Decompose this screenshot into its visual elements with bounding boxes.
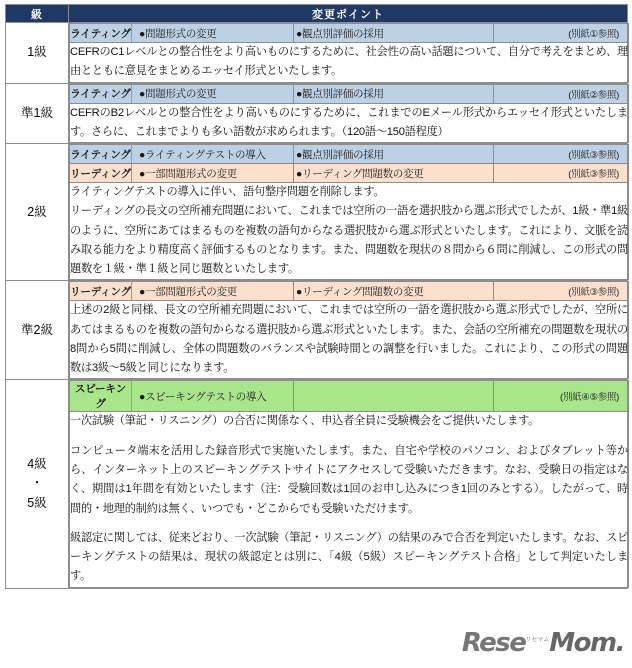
watermark-text-c: .: [615, 628, 624, 658]
skill-label: スピーキング: [70, 381, 132, 412]
skill-label: リーディング: [70, 164, 132, 183]
description-paragraph: CEFRのB2レベルとの整合性をより高いものにするために、これまでのEメール形式からエッセイ形式といたします。さらに、これまでよりも多い語数が求められます。（120語～150語程度）: [70, 106, 628, 138]
appendix-reference: (別紙③参照): [494, 282, 629, 301]
description-row: [70, 301, 629, 379]
grade-label-line: 4級: [27, 456, 47, 471]
appendix-reference: (別紙④⑤参照): [494, 381, 629, 412]
header-cell-change-points: 変更ポイント: [69, 5, 628, 23]
description-row: [70, 103, 629, 143]
grade-content-cell: [69, 380, 628, 588]
grade-label-line: 準1級: [21, 105, 53, 120]
description-row: [70, 412, 629, 587]
grade-label-cell: [6, 83, 69, 144]
grade-content-cell: [69, 144, 628, 281]
grade-label-separator: ・: [30, 476, 44, 491]
change-point-1: ●スピーキングテストの導入: [132, 381, 294, 412]
change-point-1: ●問題形式の変更: [132, 84, 294, 103]
change-point-2: ●リーディング問題数の変更: [294, 282, 494, 301]
skill-strip-reading: [70, 164, 629, 183]
change-point-2: ●観点別評価の採用: [294, 84, 494, 103]
appendix-reference: (別紙③参照): [494, 145, 629, 164]
table-body: [6, 5, 628, 589]
grade-label-cell: [6, 23, 69, 84]
header-cell-grade: 級: [6, 5, 69, 23]
description-paragraph: コンピュータ端末を活用した録音形式で実施いたします。また、自宅や学校のパソコン、およびタブレット等から、インターネット上のスピーキングテストサイトにアクセスして受験いただきます。なお、受験日の指定はなく、期間は1年間を有効といたします（注：受験回数は1回のお申し込みにつき1回のみとする）。したがって、時間的・地理的制約は無く、いつでも・どこからでも受験いただけます。: [70, 444, 628, 515]
table-row: [6, 23, 628, 84]
table-row: [6, 281, 628, 380]
grade-label-line: 2級: [27, 204, 47, 219]
change-point-1: ●一部問題形式の変更: [132, 282, 294, 301]
skill-strip-writing: [70, 24, 629, 43]
grade-label-cell: [6, 281, 69, 380]
skill-strip-reading: [70, 282, 629, 301]
skill-strip-speaking: [70, 381, 629, 412]
skill-strip-writing: [70, 145, 629, 164]
content-block: [69, 84, 629, 144]
grade-label-line: 1級: [27, 45, 47, 60]
table-row: [6, 144, 628, 281]
skill-label: ライティング: [70, 84, 132, 103]
change-point-2: ●観点別評価の採用: [294, 145, 494, 164]
grade-content-cell: [69, 281, 628, 380]
content-block: [69, 281, 629, 379]
change-point-1: ●一部問題形式の変更: [132, 164, 294, 183]
content-block: [69, 144, 629, 280]
description-block: [70, 43, 629, 83]
watermark-text-a: Rese: [461, 628, 526, 658]
change-point-1: ●ライティングテストの導入: [132, 145, 294, 164]
table-row: [6, 380, 628, 588]
watermark-ruby: リセマム: [525, 636, 550, 644]
appendix-reference: (別紙②参照): [494, 84, 629, 103]
content-block: [69, 380, 629, 587]
skill-label: ライティング: [70, 145, 132, 164]
grade-content-cell: [69, 83, 628, 144]
description-block: [70, 301, 629, 379]
grade-label-cell: [6, 144, 69, 281]
change-point-1: ●問題形式の変更: [132, 24, 294, 43]
change-point-2: ●観点別評価の採用: [294, 24, 494, 43]
change-point-2: [294, 381, 494, 412]
description-paragraph: リーディングの長文の空所補充問題において、これまでは空所の一語を選択肢から選ぶ形式でしたが、1級・準1級のように、空所にあてはまるものを複数の語句からなる選択肢から選ぶ形式といたします。これにより、文脈を読み取る能力をより精度高く評価するものとなります。また、問題数を現状の８問から６問に削減し、この形式の問題数を１級・準１級と同じ題数といたします。: [70, 205, 628, 276]
change-points-table: [5, 4, 628, 589]
description-row: [70, 43, 629, 83]
grade-content-cell: [69, 23, 628, 84]
description-block: [70, 103, 629, 143]
appendix-reference: (別紙③参照): [494, 164, 629, 183]
skill-label: ライティング: [70, 24, 132, 43]
table-header-row: [6, 5, 628, 23]
skill-strip-writing: [70, 84, 629, 103]
table-row: [6, 83, 628, 144]
resemom-watermark: [462, 630, 624, 656]
description-row: [70, 183, 629, 280]
description-block: [70, 183, 629, 280]
skill-label: リーディング: [70, 282, 132, 301]
description-paragraph: 級認定に関しては、従来どおり、一次試験（筆記・リスニング）の結果のみで合否を判定いたします。なお、スピーキングテストの結果は、現状の級認定とは別に、「4級（5級）スピーキングテスト合格」として判定いたします。: [70, 531, 628, 583]
description-block: [70, 412, 629, 587]
description-paragraph: ライティングテストの導入に伴い、語句整序問題を削除します。: [70, 186, 385, 199]
grade-label-line: 準2級: [21, 322, 53, 337]
content-block: [69, 23, 629, 83]
grade-label-line: 5級: [27, 495, 47, 510]
grade-label-cell: [6, 380, 69, 588]
description-paragraph: 上述の2級と同様、長文の空所補充問題において、これまでは空所の一語を選択肢から選ぶ形式でしたが、空所にあてはまるものを複数の語句からなる選択肢から選ぶ形式といたします。また、会話の空所補充の問題数を現状の8問から5問に削減し、全体の問題数のバランスや試験時間との調整を行いました。これにより、この形式の問題数は3級～5級と同じになります。: [70, 304, 628, 375]
watermark-text-b: Mom: [549, 628, 616, 658]
description-paragraph: CEFRのC1レベルとの整合性をより高いものにするために、社会性の高い話題について、自分で考えをまとめ、理由とともに意見をまとめるエッセイ形式といたします。: [70, 46, 628, 78]
change-point-2: ●リーディング問題数の変更: [294, 164, 494, 183]
description-paragraph: 一次試験（筆記・リスニング）の合否に関係なく、申込者全員に受験機会をご提供いたします。: [70, 415, 540, 428]
appendix-reference: (別紙①参照): [494, 24, 629, 43]
